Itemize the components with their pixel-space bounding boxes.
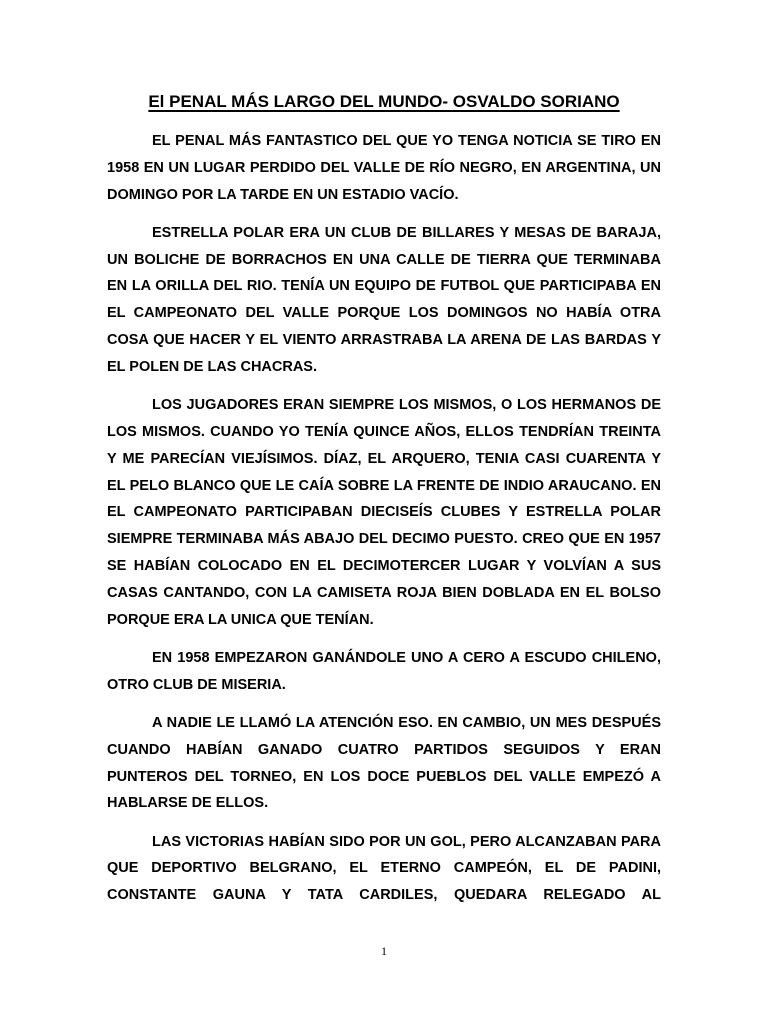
document-body (107, 128, 661, 921)
paragraph-3: LOS JUGADORES ERAN SIEMPRE LOS MISMOS, O LOS HERMANOS DE LOS MISMOS. CUANDO YO TENÍA QUINCE AÑOS, ELLOS TENDRÍAN TREINTA Y ME PARECÍAN VIEJÍSIMOS. DÍAZ, EL ARQUERO, TENIA CASI CUARENTA Y EL PELO BLANCO QUE LE CAÍA SOBRE LA FRENTE DE INDIO ARAUCANO. EN EL CAMPEONATO PARTICIPABAN DIECISEÍS CLUBES Y ESTRELLA POLAR SIEMPRE TERMINABA MÁS ABAJO DEL DECIMO PUESTO. CREO QUE EN 1957 SE HABÍAN COLOCADO EN EL DECIMOTERCER LUGAR Y VOLVÍAN A SUS CASAS CANTANDO, CON LA CAMISETA ROJA BIEN DOBLADA EN EL BOLSO PORQUE ERA LA UNICA QUE TENÍAN. (107, 397, 661, 628)
paragraph-6: LAS VICTORIAS HABÍAN SIDO POR UN GOL, PERO ALCANZABAN PARA QUE DEPORTIVO BELGRANO, EL ETERNO CAMPEÓN, EL DE PADINI, CONSTANTE GAUNA Y TATA CARDILES, QUEDARA RELEGADO AL (107, 833, 661, 904)
paragraph-4: EN 1958 EMPEZARON GANÁNDOLE UNO A CERO A ESCUDO CHILENO, OTRO CLUB DE MISERIA. (107, 649, 661, 693)
paragraph-1: EL PENAL MÁS FANTASTICO DEL QUE YO TENGA NOTICIA SE TIRO EN 1958 EN UN LUGAR PERDIDO DEL VALLE DE RÍO NEGRO, EN ARGENTINA, UN DOMINGO POR LA TARDE EN UN ESTADIO VACÍO. (107, 133, 661, 203)
paragraph-2: ESTRELLA POLAR ERA UN CLUB DE BILLARES Y MESAS DE BARAJA, UN BOLICHE DE BORRACHOS EN UNA CALLE DE TIERRA QUE TERMINABA EN LA ORILLA DEL RIO. TENÍA UN EQUIPO DE FUTBOL QUE PARTICIPABA EN EL CAMPEONATO DEL VALLE PORQUE LOS DOMINGOS NO HABÍA OTRA COSA QUE HACER Y EL VIENTO ARRASTRABA LA ARENA DE LAS BARDAS Y EL POLEN DE LAS CHACRAS. (107, 224, 661, 375)
paragraph-5: A NADIE LE LLAMÓ LA ATENCIÓN ESO. EN CAMBIO, UN MES DESPUÉS CUANDO HABÍAN GANADO CUATRO PARTIDOS SEGUIDOS Y ERAN PUNTEROS DEL TORNEO, EN LOS DOCE PUEBLOS DEL VALLE EMPEZÓ A HABLARSE DE ELLOS. (107, 714, 661, 812)
page-number: 1 (381, 944, 387, 958)
document-title: El PENAL MÁS LARGO DEL MUNDO- OSVALDO SORIANO (148, 92, 620, 111)
